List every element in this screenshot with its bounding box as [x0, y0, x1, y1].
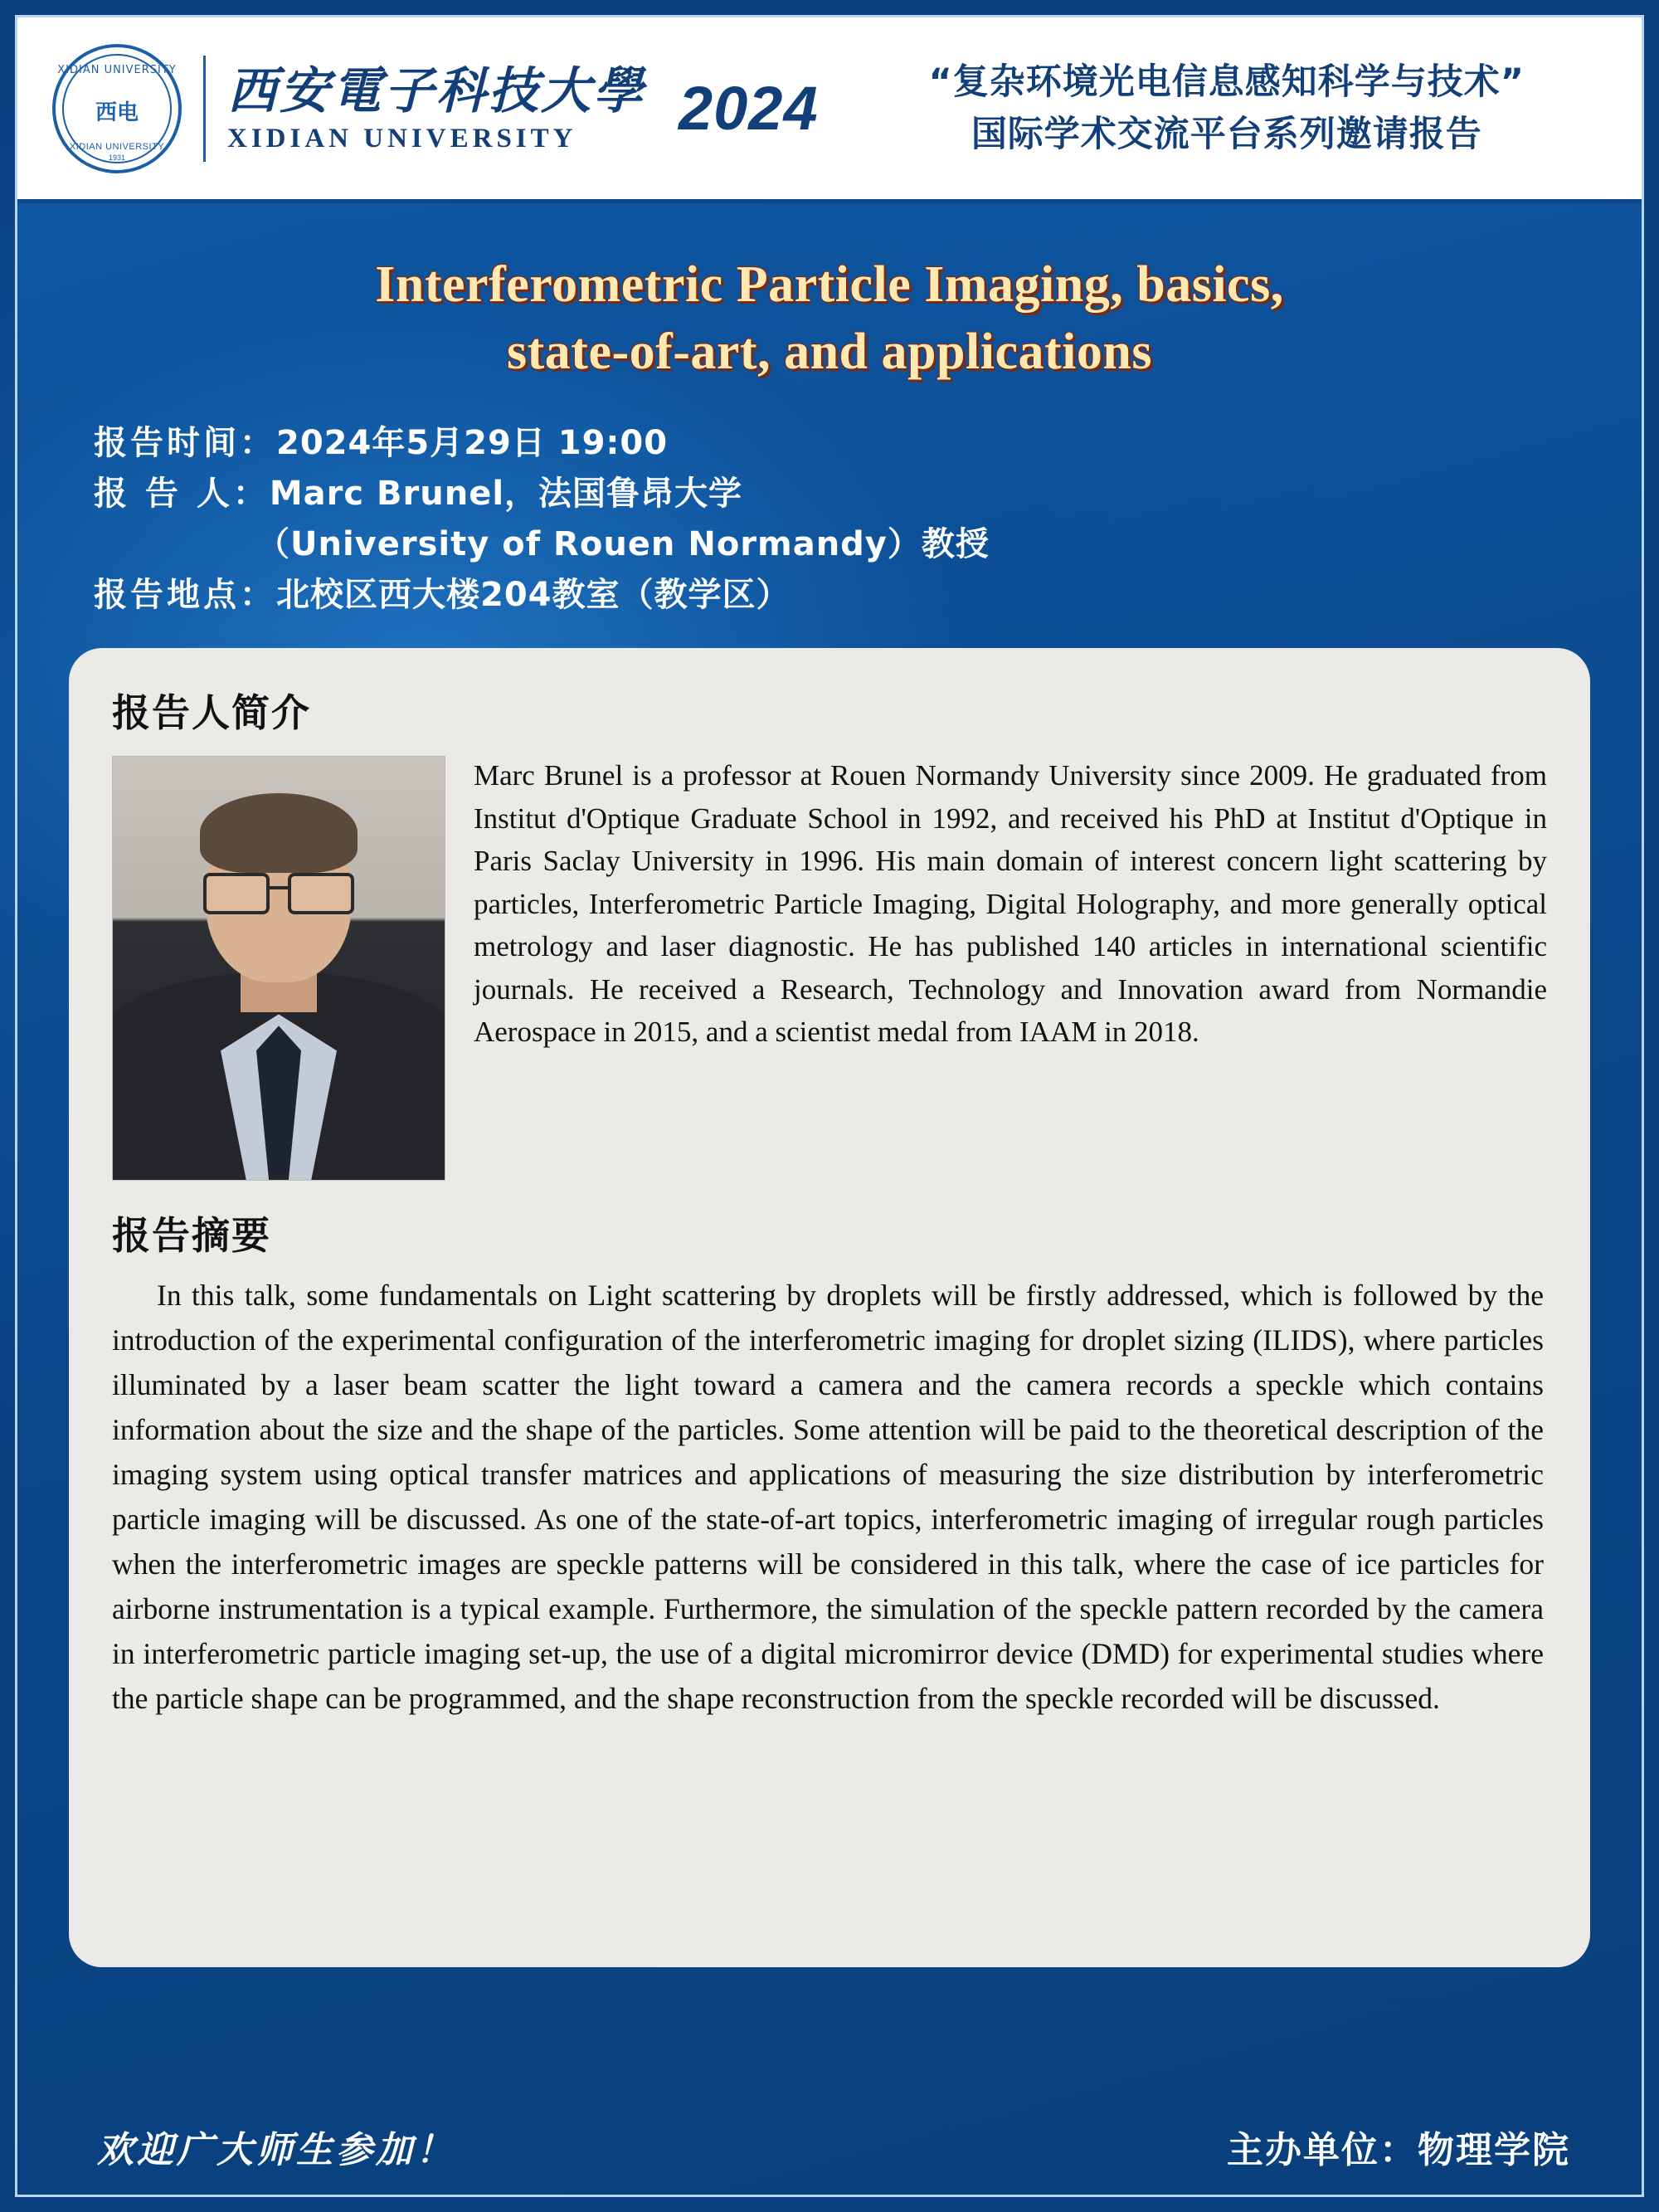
bio-text: Marc Brunel is a professor at Rouen Normandy University since 2009. He graduated from Institut d'Optique Graduate School in 1992, and received his PhD at Institut d'Optique in Paris Saclay University in 1996. His main domain of interest concern light scattering by particles, Interferometric Particle Imaging, Digital Holography, and more generally optical metrology and laser diagnostic. He has published 140 articles in international scientific journals. He received a Research, Technology and Innovation award from Normandie Aerospace in 2015, and a scientist medal from IAAM in 2018. [474, 759, 1547, 1048]
talk-speaker-label: 报 告 人： [94, 474, 270, 513]
seal-bottom-text: XIDIAN UNIVERSITY [69, 141, 165, 152]
university-names [227, 63, 645, 154]
poster-header [17, 17, 1642, 203]
abstract-heading: 报告摘要 [112, 1213, 271, 1259]
host-organization: 主办单位：物理学院 [1227, 2129, 1570, 2171]
poster-footer [69, 2120, 1590, 2173]
glasses-right-lens [288, 873, 354, 914]
welcome-text: 欢迎广大师生参加！ [97, 2129, 455, 2171]
portrait-hair [200, 793, 358, 873]
university-name-en: XIDIAN UNIVERSITY [227, 123, 577, 153]
event-year: 2024 [679, 74, 819, 143]
talk-time-label: 报告时间： [94, 424, 276, 463]
talk-title [92, 251, 1567, 385]
talk-speaker-value: Marc Brunel，法国鲁昂大学 [269, 474, 743, 513]
speaker-portrait [112, 756, 445, 1181]
header-title-line1: “复杂环境光电信息感知科学与技术” [928, 61, 1525, 104]
talk-title-line1: Interferometric Particle Imaging, basics, [375, 256, 1284, 313]
talk-speaker-affiliation: （University of Rouen Normandy）教授 [256, 524, 990, 563]
talk-speaker-affiliation-row [94, 519, 1642, 570]
university-logo-block [52, 44, 645, 173]
abstract-text: In this talk, some fundamentals on Light scattering by droplets will be firstly addressed, which is followed by the introduction of the experimental configuration of the interferometric imaging for droplet sizing (ILIDS), where particles illuminated by a laser beam scatter the light toward a camera and the camera records a speckle which contains information about the size and the shape of the particles. Some attention will be paid to the theoretical description of the imaging system using optical transfer matrices and applications of measuring the size distribution by interferometric particle imaging will be discussed. As one of the state-of-art topics, interferometric imaging of irregular rough particles when the interferometric images are speckle patterns will be considered in this talk, where the case of ice particles for airborne instrumentation is a typical example. Furthermore, the simulation of the speckle pattern recorded by the camera in interferometric particle imaging set-up, the use of a digital micromirror device (DMD) for experimental studies where the particle shape can be programmed, and the shape reconstruction from the speckle recorded will be discussed. [112, 1279, 1544, 1715]
talk-time-value: 2024年5月29日 19:00 [276, 424, 669, 463]
talk-venue-label: 报告地点： [94, 575, 276, 614]
header-title-block [847, 56, 1607, 160]
talk-speaker-row [94, 469, 1642, 519]
bio-section [112, 751, 1547, 1181]
bio-heading: 报告人简介 [112, 690, 311, 736]
glasses-left-lens [203, 873, 270, 914]
seal-center-text: 西电 [95, 100, 139, 125]
glasses-icon [202, 873, 356, 909]
talk-info [94, 418, 1642, 620]
seal-top-text: XIDIAN UNIVERSITY [57, 63, 177, 76]
university-seal-icon [52, 44, 182, 173]
talk-venue-row [94, 570, 1642, 621]
talk-venue-value: 北校区西大楼204教室（教学区） [276, 575, 791, 614]
poster-inner-frame [15, 15, 1644, 2197]
university-name-cn: 西安電子科技大學 [227, 61, 645, 120]
content-card [69, 648, 1590, 1967]
header-title-line2: 国际学术交流平台系列邀请报告 [971, 113, 1482, 155]
logo-divider [203, 56, 206, 162]
talk-title-line2: state-of-art, and applications [507, 323, 1152, 380]
talk-time-row [94, 418, 1642, 469]
seal-year-text: 1931 [108, 153, 126, 162]
